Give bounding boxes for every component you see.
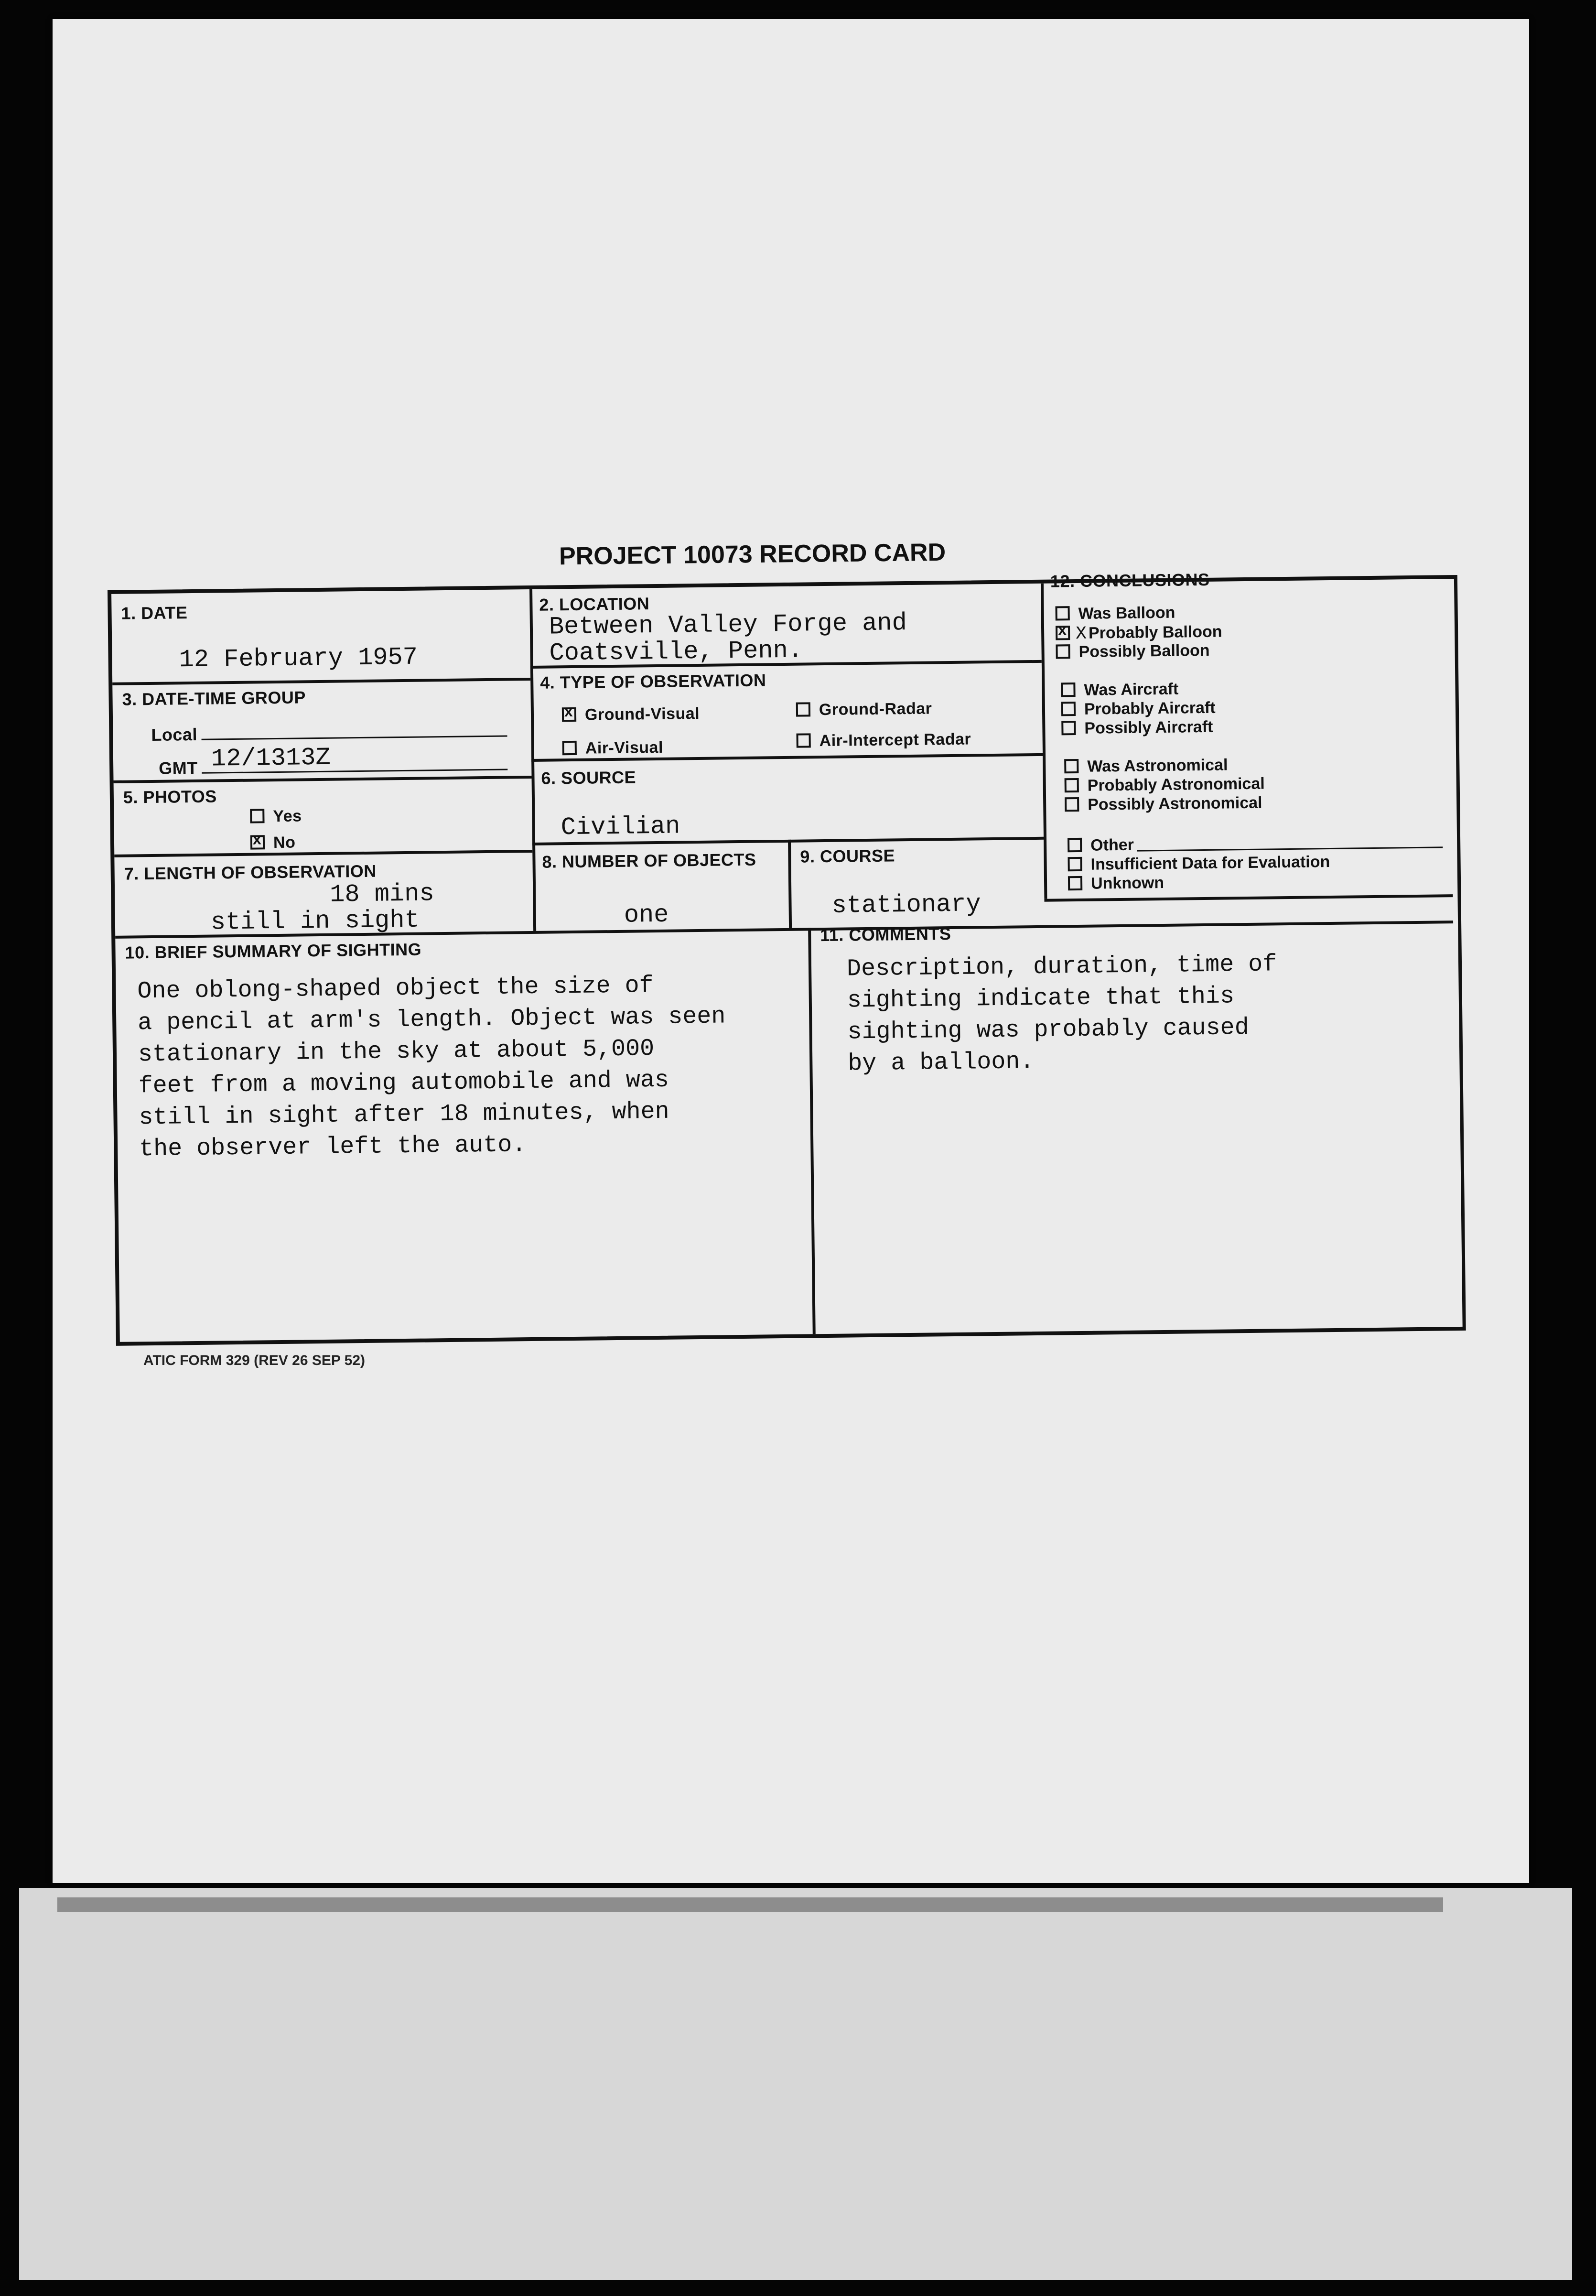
checkbox-icon bbox=[1064, 759, 1078, 773]
photos-yes-label: Yes bbox=[273, 807, 302, 826]
col-divider-2 bbox=[1041, 584, 1047, 899]
course-label: 9. COURSE bbox=[800, 845, 895, 866]
checkbox-icon bbox=[1061, 682, 1075, 697]
photos-label: 5. PHOTOS bbox=[123, 786, 217, 807]
dtg-local-label: Local bbox=[151, 724, 198, 745]
row-divider-1 bbox=[112, 678, 530, 685]
conclusion-label: Other bbox=[1090, 835, 1134, 855]
obs-ground-radar[interactable] bbox=[796, 699, 932, 719]
conclusion-label: Probably Balloon bbox=[1088, 622, 1222, 642]
location-label: 2. LOCATION bbox=[539, 594, 650, 615]
checkbox-checked-icon bbox=[562, 707, 576, 722]
obs-air-visual[interactable] bbox=[562, 738, 664, 758]
observation-type-label: 4. TYPE OF OBSERVATION bbox=[540, 670, 766, 693]
conclusion-label: Possibly Balloon bbox=[1078, 641, 1210, 661]
conclusion-label: Possibly Astronomical bbox=[1088, 793, 1262, 814]
checkbox-icon bbox=[1061, 721, 1076, 735]
conclusion-label: Was Balloon bbox=[1078, 603, 1175, 623]
conclusion-label: Possibly Aircraft bbox=[1084, 717, 1213, 737]
conclusion-label: Probably Aircraft bbox=[1084, 698, 1216, 718]
length-value-line1: 18 mins bbox=[329, 879, 435, 909]
conclusion-possibly-aircraft[interactable] bbox=[1061, 718, 1213, 738]
checkbox-icon bbox=[1068, 876, 1082, 890]
col-divider-9 bbox=[788, 840, 792, 928]
source-value: Civilian bbox=[561, 812, 680, 842]
obs-ground-radar-label: Ground-Radar bbox=[819, 699, 932, 719]
checkbox-icon bbox=[796, 733, 810, 747]
location-value-line2: Coatsville, Penn. bbox=[549, 636, 803, 668]
checkbox-icon bbox=[796, 702, 810, 716]
checkbox-icon bbox=[1065, 797, 1079, 812]
checkbox-icon bbox=[1056, 606, 1070, 620]
conclusions-label: 12. CONCLUSIONS bbox=[1050, 569, 1210, 591]
record-card bbox=[108, 569, 1466, 1346]
date-value: 12 February 1957 bbox=[179, 643, 418, 674]
conclusion-label: Was Aircraft bbox=[1084, 680, 1179, 699]
conclusion-was-astronomical[interactable] bbox=[1064, 756, 1228, 776]
form-footer: ATIC FORM 329 (REV 26 SEP 52) bbox=[143, 1353, 366, 1368]
checkbox-icon bbox=[1061, 702, 1076, 716]
summary-label: 10. BRIEF SUMMARY OF SIGHTING bbox=[125, 939, 422, 963]
obs-air-intercept-radar[interactable] bbox=[796, 730, 971, 751]
comments-text: Description, duration, time of sighting indicate that this sighting was probably caused by a balloon. bbox=[846, 951, 1277, 1078]
length-label: 7. LENGTH OF OBSERVATION bbox=[124, 861, 377, 884]
source-label: 6. SOURCE bbox=[541, 767, 636, 788]
conclusion-was-aircraft[interactable] bbox=[1061, 680, 1178, 700]
row-divider-3 bbox=[114, 850, 532, 857]
conclusion-label: Unknown bbox=[1090, 873, 1165, 893]
conclusion-probably-aircraft[interactable] bbox=[1061, 699, 1216, 719]
checkbox-icon bbox=[1056, 644, 1070, 659]
x-mark-icon: X bbox=[1075, 623, 1087, 645]
photos-no[interactable] bbox=[250, 834, 296, 853]
summary-text: One oblong-shaped object the size of a pencil at arm's length. Object was seen stationary in the sky at about 5,000 feet from a moving automobile and was still in sight after 18 minutes, when the observer left the auto. bbox=[137, 972, 726, 1163]
num-objects-label: 8. NUMBER OF OBJECTS bbox=[542, 849, 756, 872]
course-value: stationary bbox=[831, 890, 981, 920]
conclusion-other[interactable] bbox=[1068, 836, 1134, 856]
film-shadow bbox=[57, 1897, 1443, 1912]
num-objects-value: one bbox=[624, 900, 669, 930]
conclusion-insufficient-data[interactable] bbox=[1068, 853, 1330, 874]
obs-air-intercept-radar-label: Air-Intercept Radar bbox=[819, 730, 971, 750]
comments-label: 11. COMMENTS bbox=[820, 924, 951, 945]
location-value-line1: Between Valley Forge and bbox=[549, 609, 907, 641]
conclusion-possibly-balloon[interactable] bbox=[1056, 641, 1209, 662]
conclusion-label: Insufficient Data for Evaluation bbox=[1090, 853, 1330, 874]
length-value-line2: still in sight bbox=[210, 906, 420, 937]
conclusion-label: Was Astronomical bbox=[1087, 756, 1228, 776]
date-label: 1. DATE bbox=[121, 603, 188, 623]
obs-ground-visual[interactable] bbox=[562, 704, 700, 725]
row-divider-12 bbox=[1044, 894, 1453, 902]
film-strip-lower bbox=[19, 1888, 1572, 2280]
checkbox-icon bbox=[1068, 857, 1082, 871]
checkbox-icon bbox=[1068, 838, 1082, 852]
checkbox-checked-icon bbox=[1056, 626, 1070, 640]
conclusion-possibly-astronomical[interactable] bbox=[1065, 794, 1262, 815]
dtg-label: 3. DATE-TIME GROUP bbox=[122, 687, 306, 709]
conclusion-label: Probably Astronomical bbox=[1087, 774, 1265, 795]
checkbox-icon bbox=[250, 809, 264, 823]
conclusion-unknown[interactable] bbox=[1068, 874, 1164, 893]
dtg-local-line bbox=[202, 736, 507, 740]
photos-no-label: No bbox=[273, 833, 296, 852]
checkbox-checked-icon bbox=[250, 835, 265, 849]
obs-air-visual-label: Air-Visual bbox=[585, 738, 664, 758]
dtg-gmt-label: GMT bbox=[158, 758, 198, 778]
col-divider-11 bbox=[808, 928, 816, 1334]
checkbox-icon bbox=[562, 741, 577, 755]
photos-yes[interactable] bbox=[250, 807, 302, 826]
dtg-gmt-value: 12/1313Z bbox=[211, 743, 331, 773]
card-title: PROJECT 10073 RECORD CARD bbox=[559, 538, 946, 571]
obs-ground-visual-label: Ground-Visual bbox=[584, 704, 700, 724]
checkbox-icon bbox=[1065, 778, 1079, 792]
other-line bbox=[1137, 846, 1443, 851]
conclusion-was-balloon[interactable] bbox=[1055, 604, 1175, 624]
conclusion-probably-astronomical[interactable] bbox=[1065, 775, 1265, 796]
